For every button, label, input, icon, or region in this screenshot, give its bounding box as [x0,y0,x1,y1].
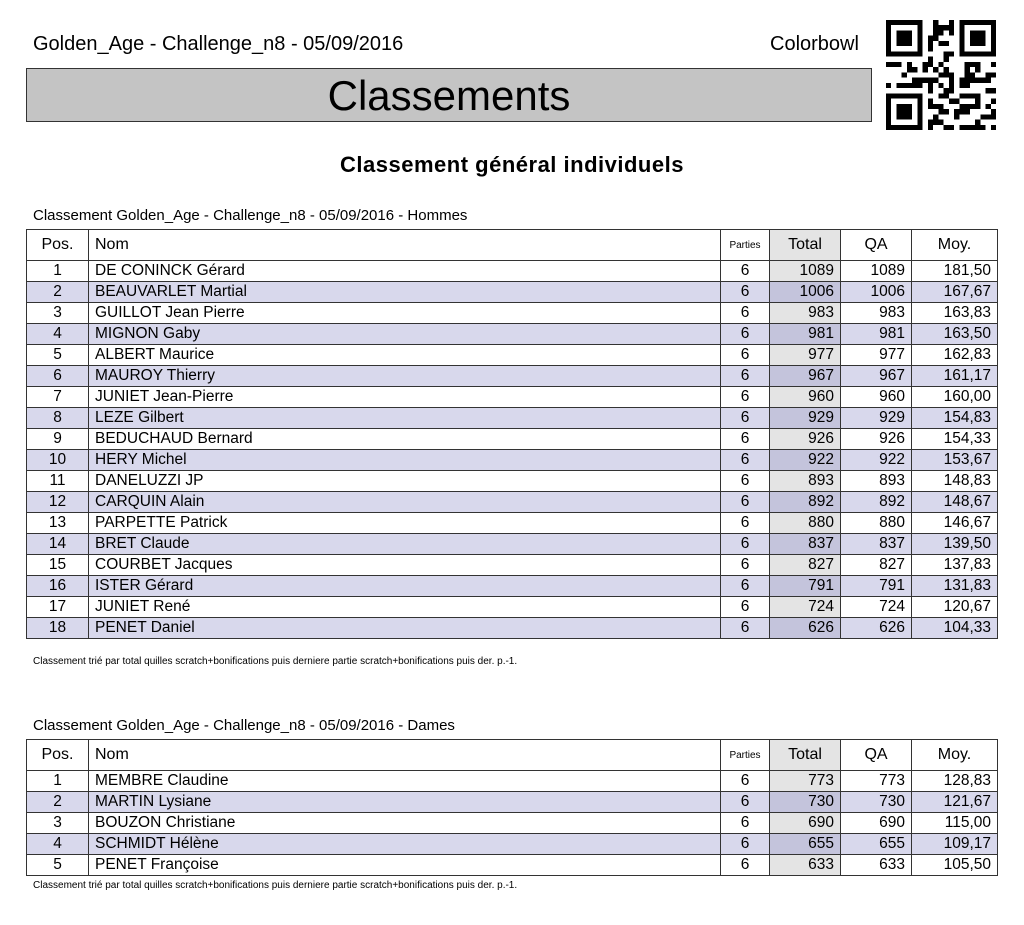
cell-total: 926 [770,429,841,450]
cell-nom: HERY Michel [89,450,721,471]
cell-nom: PARPETTE Patrick [89,513,721,534]
column-header-nom: Nom [89,230,721,261]
cell-total: 960 [770,387,841,408]
table-row [27,450,998,471]
cell-qa: 655 [841,834,912,855]
cell-pos: 13 [27,513,89,534]
cell-parties: 6 [721,471,770,492]
cell-parties: 6 [721,429,770,450]
cell-nom: PENET Daniel [89,618,721,639]
cell-moy: 153,67 [912,450,998,471]
cell-total: 655 [770,834,841,855]
cell-qa: 929 [841,408,912,429]
cell-nom: JUNIET René [89,597,721,618]
cell-pos: 1 [27,771,89,792]
venue-name: Colorbowl [770,33,859,55]
table-row [27,303,998,324]
table-row [27,408,998,429]
cell-moy: 128,83 [912,771,998,792]
table-header-row [27,740,998,771]
cell-nom: DE CONINCK Gérard [89,261,721,282]
cell-nom: CARQUIN Alain [89,492,721,513]
cell-nom: MAUROY Thierry [89,366,721,387]
cell-parties: 6 [721,324,770,345]
cell-total: 827 [770,555,841,576]
table-row [27,813,998,834]
cell-parties: 6 [721,345,770,366]
column-header-parties: Parties [721,740,770,771]
cell-moy: 139,50 [912,534,998,555]
cell-total: 981 [770,324,841,345]
hommes-table [26,229,998,639]
cell-parties: 6 [721,492,770,513]
cell-nom: GUILLOT Jean Pierre [89,303,721,324]
cell-pos: 14 [27,534,89,555]
cell-moy: 163,83 [912,303,998,324]
cell-moy: 120,67 [912,597,998,618]
table-row [27,855,998,876]
cell-pos: 4 [27,324,89,345]
column-header-pos: Pos. [27,740,89,771]
cell-total: 1006 [770,282,841,303]
table-row [27,471,998,492]
cell-total: 892 [770,492,841,513]
page-title: Classements [327,72,571,119]
cell-parties: 6 [721,597,770,618]
column-header-qa: QA [841,740,912,771]
cell-total: 690 [770,813,841,834]
cell-qa: 730 [841,792,912,813]
cell-total: 893 [770,471,841,492]
cell-qa: 960 [841,387,912,408]
cell-qa: 724 [841,597,912,618]
cell-total: 773 [770,771,841,792]
cell-moy: 161,17 [912,366,998,387]
cell-total: 633 [770,855,841,876]
cell-qa: 791 [841,576,912,597]
cell-parties: 6 [721,366,770,387]
cell-parties: 6 [721,855,770,876]
table-header-row [27,230,998,261]
cell-qa: 880 [841,513,912,534]
cell-pos: 16 [27,576,89,597]
cell-total: 791 [770,576,841,597]
cell-nom: DANELUZZI JP [89,471,721,492]
cell-parties: 6 [721,792,770,813]
cell-parties: 6 [721,834,770,855]
table-row [27,492,998,513]
table-row [27,534,998,555]
cell-parties: 6 [721,387,770,408]
cell-pos: 3 [27,813,89,834]
cell-moy: 154,83 [912,408,998,429]
cell-pos: 2 [27,792,89,813]
dames-footnote: Classement trié par total quilles scratch+bonifications puis derniere partie scratch+bonifications puis der. p.-1. [33,880,518,891]
cell-nom: JUNIET Jean-Pierre [89,387,721,408]
cell-parties: 6 [721,282,770,303]
cell-qa: 922 [841,450,912,471]
cell-total: 977 [770,345,841,366]
hommes-caption: Classement Golden_Age - Challenge_n8 - 05/09/2016 - Hommes [33,207,468,224]
cell-pos: 18 [27,618,89,639]
cell-moy: 131,83 [912,576,998,597]
cell-nom: ISTER Gérard [89,576,721,597]
cell-pos: 11 [27,471,89,492]
table-row [27,387,998,408]
table-row [27,513,998,534]
cell-moy: 137,83 [912,555,998,576]
cell-moy: 104,33 [912,618,998,639]
event-title: Golden_Age - Challenge_n8 - 05/09/2016 [33,33,404,55]
cell-qa: 837 [841,534,912,555]
cell-moy: 109,17 [912,834,998,855]
cell-parties: 6 [721,408,770,429]
cell-nom: LEZE Gilbert [89,408,721,429]
cell-moy: 154,33 [912,429,998,450]
cell-nom: BOUZON Christiane [89,813,721,834]
cell-nom: MEMBRE Claudine [89,771,721,792]
cell-pos: 9 [27,429,89,450]
cell-parties: 6 [721,771,770,792]
cell-moy: 121,67 [912,792,998,813]
cell-moy: 115,00 [912,813,998,834]
cell-parties: 6 [721,261,770,282]
cell-parties: 6 [721,576,770,597]
cell-pos: 4 [27,834,89,855]
cell-pos: 12 [27,492,89,513]
cell-qa: 893 [841,471,912,492]
cell-total: 983 [770,303,841,324]
cell-qa: 633 [841,855,912,876]
column-header-parties: Parties [721,230,770,261]
cell-parties: 6 [721,618,770,639]
cell-pos: 5 [27,345,89,366]
column-header-moy: Moy. [912,740,998,771]
cell-nom: MARTIN Lysiane [89,792,721,813]
cell-nom: ALBERT Maurice [89,345,721,366]
cell-nom: BEDUCHAUD Bernard [89,429,721,450]
cell-qa: 827 [841,555,912,576]
dames-table [26,739,998,876]
cell-total: 626 [770,618,841,639]
cell-nom: SCHMIDT Hélène [89,834,721,855]
table-row [27,834,998,855]
cell-parties: 6 [721,555,770,576]
table-row [27,555,998,576]
cell-qa: 1006 [841,282,912,303]
cell-qa: 977 [841,345,912,366]
qr-code-icon [886,20,996,130]
table-row [27,282,998,303]
cell-total: 967 [770,366,841,387]
cell-moy: 148,67 [912,492,998,513]
cell-total: 1089 [770,261,841,282]
cell-parties: 6 [721,450,770,471]
page-banner [26,68,872,122]
cell-total: 880 [770,513,841,534]
cell-total: 837 [770,534,841,555]
table-row [27,366,998,387]
cell-nom: PENET Françoise [89,855,721,876]
table-row [27,576,998,597]
column-header-total: Total [770,230,841,261]
cell-pos: 2 [27,282,89,303]
cell-pos: 8 [27,408,89,429]
cell-nom: BRET Claude [89,534,721,555]
cell-moy: 105,50 [912,855,998,876]
cell-qa: 967 [841,366,912,387]
cell-total: 724 [770,597,841,618]
cell-total: 929 [770,408,841,429]
cell-moy: 162,83 [912,345,998,366]
cell-moy: 160,00 [912,387,998,408]
cell-moy: 148,83 [912,471,998,492]
cell-qa: 983 [841,303,912,324]
table-row [27,771,998,792]
cell-pos: 1 [27,261,89,282]
cell-parties: 6 [721,813,770,834]
cell-qa: 626 [841,618,912,639]
cell-qa: 981 [841,324,912,345]
cell-qa: 690 [841,813,912,834]
dames-rows [27,771,998,876]
hommes-footnote: Classement trié par total quilles scratch+bonifications puis derniere partie scratch+bonifications puis der. p.-1. [33,656,518,667]
cell-qa: 926 [841,429,912,450]
table-row [27,345,998,366]
cell-parties: 6 [721,303,770,324]
hommes-rows [27,261,998,639]
cell-moy: 181,50 [912,261,998,282]
column-header-moy: Moy. [912,230,998,261]
column-header-pos: Pos. [27,230,89,261]
cell-pos: 6 [27,366,89,387]
table-row [27,324,998,345]
cell-nom: COURBET Jacques [89,555,721,576]
section-title: Classement général individuels [340,152,684,177]
cell-qa: 773 [841,771,912,792]
cell-pos: 15 [27,555,89,576]
cell-moy: 146,67 [912,513,998,534]
cell-qa: 892 [841,492,912,513]
cell-nom: MIGNON Gaby [89,324,721,345]
cell-pos: 5 [27,855,89,876]
cell-qa: 1089 [841,261,912,282]
table-row [27,429,998,450]
cell-total: 730 [770,792,841,813]
column-header-total: Total [770,740,841,771]
column-header-qa: QA [841,230,912,261]
cell-parties: 6 [721,534,770,555]
table-row [27,618,998,639]
cell-pos: 17 [27,597,89,618]
table-row [27,261,998,282]
cell-moy: 163,50 [912,324,998,345]
column-header-nom: Nom [89,740,721,771]
cell-total: 922 [770,450,841,471]
dames-caption: Classement Golden_Age - Challenge_n8 - 05/09/2016 - Dames [33,717,455,734]
cell-pos: 7 [27,387,89,408]
cell-moy: 167,67 [912,282,998,303]
cell-pos: 10 [27,450,89,471]
cell-nom: BEAUVARLET Martial [89,282,721,303]
table-row [27,597,998,618]
cell-pos: 3 [27,303,89,324]
cell-parties: 6 [721,513,770,534]
table-row [27,792,998,813]
